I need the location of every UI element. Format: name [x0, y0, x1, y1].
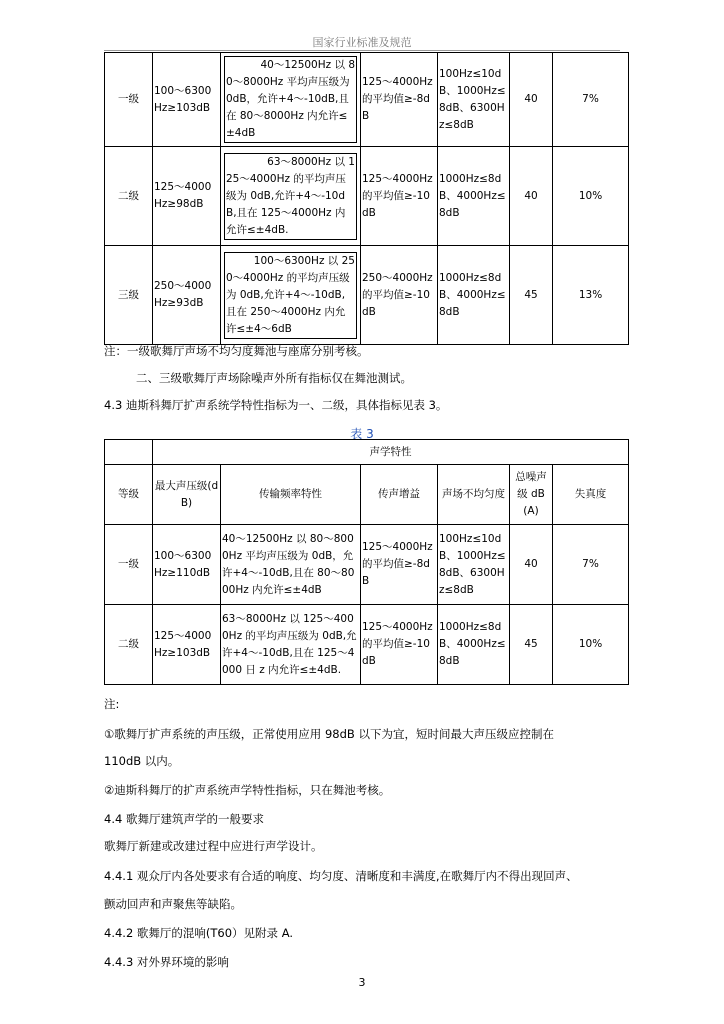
freq-first-line: 100～6300Hz 以 25: [253, 254, 355, 267]
distortion-cell: 10%: [553, 605, 629, 685]
table-1-note: 注：一级歌舞厅声场不均匀度舞池与座席分别考核。: [104, 344, 369, 358]
section-4-4-3: 4.4.3 对外界环境的影响: [104, 955, 229, 969]
max-spl-cell: 125～4000Hz≥98dB: [153, 147, 221, 246]
header-max-spl: 最大声压级(dB): [153, 465, 221, 525]
section-4-4-1: 4.4.1 观众厅内各处要求有合适的响度、均匀度、清晰度和丰满度,在歌舞厅内不得出现回声、: [104, 869, 578, 883]
table-1-note-2: 二、三级歌舞厅声场除噪声外所有指标仅在舞池测试。: [136, 371, 412, 385]
table-row: [105, 525, 629, 605]
comment-1: ①歌舞厅扩声系统的声压级，正常使用应用 98dB 以下为宜，短时间最大声压级应控制在: [104, 727, 554, 741]
table-3: [104, 439, 629, 685]
noise-cell: 45: [510, 605, 553, 685]
section-4-4-2: 4.4.2 歌舞厅的混响(T60）见附录 A.: [104, 926, 294, 940]
grade-cell: 二级: [105, 605, 153, 685]
section-4-4-text: 歌舞厅新建或改建过程中应进行声学设计。: [104, 839, 323, 853]
section-4-4-1-cont: 颤动回声和声聚焦等缺陷。: [104, 897, 242, 911]
header-noise: 总噪声级 dB(A): [510, 465, 553, 525]
page-header: 国家行业标准及规范: [312, 36, 412, 49]
section-4-3: 4.3 迪斯科舞厅扩声系统学特性指标为一、二级，具体指标见表 3。: [104, 398, 448, 412]
table-row: [105, 147, 629, 246]
header-distortion: 失真度: [553, 465, 629, 525]
uniformity-cell: 100Hz≤10dB、1000Hz≤8dB、6300Hz≤8dB: [438, 525, 510, 605]
section-4-4: 4.4 歌舞厅建筑声学的一般要求: [104, 812, 264, 826]
grade-cell: 二级: [105, 147, 153, 246]
table-header-row: [105, 465, 629, 525]
table-3-caption: 表 3: [350, 427, 374, 441]
freq-cell: 63～8000Hz 以 125～4000Hz 的平均声压级为 0dB,允许+4～-10dB,且在 125～4000 日 z 内允许≤±4dB.: [221, 605, 361, 685]
uniformity-cell: 1000Hz≤8dB、4000Hz≤8dB: [438, 147, 510, 246]
table-row: [105, 53, 629, 147]
header-grade: 等级: [105, 465, 153, 525]
header-blank: [105, 440, 153, 465]
freq-cell: [221, 147, 361, 246]
comment-2: ②迪斯科舞厅的扩声系统声学特性指标，只在舞池考核。: [104, 783, 391, 797]
distortion-cell: 10%: [553, 147, 629, 246]
table-row: [105, 605, 629, 685]
gain-cell: 125～4000Hz 的平均值≥-8dB: [361, 525, 438, 605]
freq-rest: 0～8000Hz 平均声压级为 0dB，允许+4～-10dB,且在 80～8000Hz 内允许≤±4dB: [226, 76, 350, 139]
note-label: 注:: [104, 697, 120, 711]
noise-cell: 40: [510, 525, 553, 605]
noise-cell: 40: [510, 147, 553, 246]
freq-first-line: 40～12500Hz 以 8: [260, 59, 355, 71]
max-spl-cell: 100～6300Hz≥103dB: [153, 53, 221, 147]
grade-cell: 一级: [105, 525, 153, 605]
freq-rest: 25～4000Hz 的平均声压级为 0dB,允许+4～-10dB,且在 125～4000Hz 内允许≤±4dB.: [226, 172, 346, 236]
gain-cell: 125～4000Hz 的平均值≥-10dB: [361, 147, 438, 246]
grade-cell: 一级: [105, 53, 153, 147]
distortion-cell: 7%: [553, 53, 629, 147]
freq-first-line: 63～8000Hz 以 1: [267, 155, 355, 168]
gain-cell: 125～4000Hz 的平均值≥-8dB: [361, 53, 438, 147]
freq-cell: [221, 246, 361, 345]
uniformity-cell: 1000Hz≤8dB、4000Hz≤8dB: [438, 605, 510, 685]
noise-cell: 45: [510, 246, 553, 345]
table-row: [105, 246, 629, 345]
freq-rest: 0～4000Hz 的平均声压级为 0dB,允许+4～-10dB,且在 250～4000Hz 内允许≤±4～6dB: [226, 271, 350, 335]
noise-cell: 40: [510, 53, 553, 147]
max-spl-cell: 100～6300Hz≥110dB: [153, 525, 221, 605]
gain-cell: 250～4000Hz 的平均值≥-10dB: [361, 246, 438, 345]
uniformity-cell: 1000Hz≤8dB、4000Hz≤8dB: [438, 246, 510, 345]
max-spl-cell: 250～4000Hz≥93dB: [153, 246, 221, 345]
distortion-cell: 7%: [553, 525, 629, 605]
table-header-row: [105, 440, 629, 465]
max-spl-cell: 125～4000Hz≥103dB: [153, 605, 221, 685]
distortion-cell: 13%: [553, 246, 629, 345]
comment-1-cont: 110dB 以内。: [104, 754, 180, 768]
freq-cell: [221, 53, 361, 147]
uniformity-cell: 100Hz≤10dB、1000Hz≤8dB、6300Hz≤8dB: [438, 53, 510, 147]
table-1: [104, 52, 629, 345]
header-freq: 传输频率特性: [221, 465, 361, 525]
gain-cell: 125～4000Hz 的平均值≥-10dB: [361, 605, 438, 685]
page-number: 3: [358, 976, 366, 989]
freq-cell: 40～12500Hz 以 80～8000Hz 平均声压级为 0dB，允许+4～-10dB,且在 80～8000Hz 内允许≤±4dB: [221, 525, 361, 605]
header-gain: 传声增益: [361, 465, 438, 525]
header-divider: [104, 50, 620, 51]
grade-cell: 三级: [105, 246, 153, 345]
header-uniformity: 声场不均匀度: [438, 465, 510, 525]
group-header: 声学特性: [153, 440, 629, 465]
